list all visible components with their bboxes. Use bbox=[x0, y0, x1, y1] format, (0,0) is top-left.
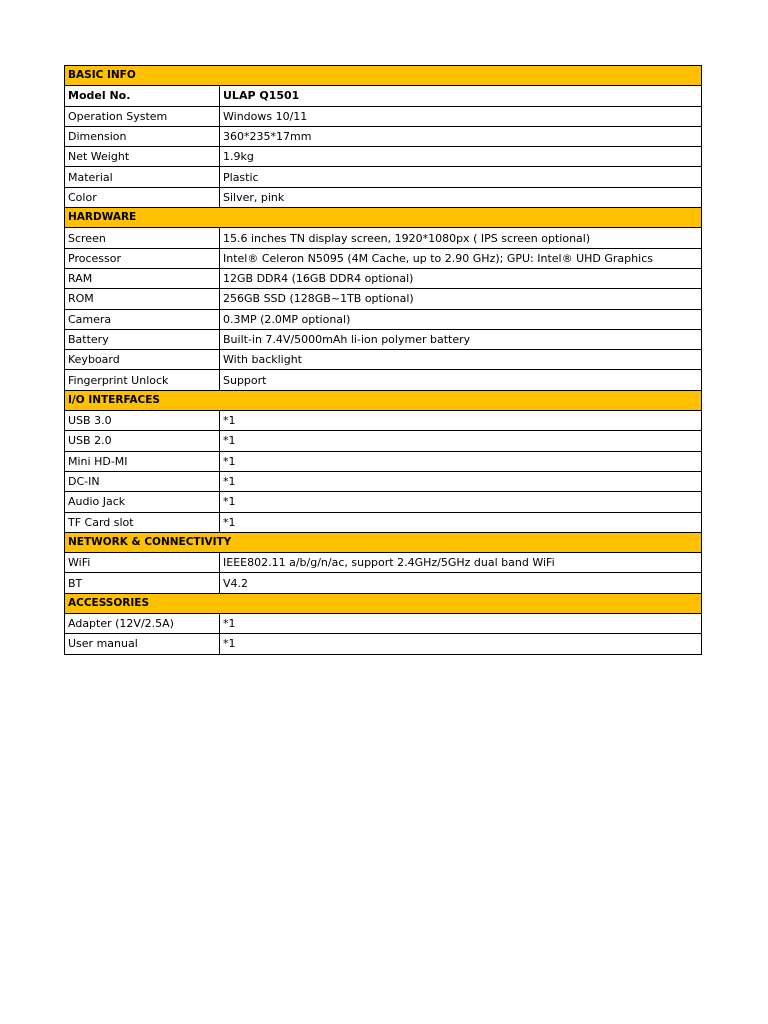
spec-label: Dimension bbox=[65, 126, 220, 146]
spec-label: Model No. bbox=[65, 86, 220, 106]
spec-label: DC-IN bbox=[65, 471, 220, 491]
spec-label: Operation System bbox=[65, 106, 220, 126]
table-row bbox=[65, 370, 702, 390]
spec-value: *1 bbox=[220, 471, 702, 491]
spec-label: Audio Jack bbox=[65, 492, 220, 512]
table-row bbox=[65, 248, 702, 268]
section-header-row bbox=[65, 66, 702, 86]
spec-value: *1 bbox=[220, 411, 702, 431]
spec-label: Color bbox=[65, 187, 220, 207]
spec-label: ROM bbox=[65, 289, 220, 309]
spec-value: Silver, pink bbox=[220, 187, 702, 207]
section-title: BASIC INFO bbox=[65, 66, 702, 86]
spec-value: Plastic bbox=[220, 167, 702, 187]
table-row bbox=[65, 512, 702, 532]
section-header-row bbox=[65, 593, 702, 613]
spec-value: ULAP Q1501 bbox=[220, 86, 702, 106]
table-row bbox=[65, 309, 702, 329]
table-row bbox=[65, 106, 702, 126]
spec-value: *1 bbox=[220, 492, 702, 512]
spec-label: RAM bbox=[65, 268, 220, 288]
spec-label: Camera bbox=[65, 309, 220, 329]
table-row bbox=[65, 411, 702, 431]
table-row bbox=[65, 147, 702, 167]
section-title: I/O INTERFACES bbox=[65, 390, 702, 410]
spec-value: Support bbox=[220, 370, 702, 390]
spec-value: Intel® Celeron N5095 (4M Cache, up to 2.90 GHz); GPU: Intel® UHD Graphics bbox=[220, 248, 702, 268]
table-row bbox=[65, 86, 702, 106]
spec-value: IEEE802.11 a/b/g/n/ac, support 2.4GHz/5GHz dual band WiFi bbox=[220, 553, 702, 573]
spec-label: TF Card slot bbox=[65, 512, 220, 532]
spec-label: Keyboard bbox=[65, 350, 220, 370]
table-row bbox=[65, 187, 702, 207]
spec-label: USB 3.0 bbox=[65, 411, 220, 431]
table-row bbox=[65, 634, 702, 654]
table-row bbox=[65, 329, 702, 349]
table-row bbox=[65, 451, 702, 471]
table-row bbox=[65, 492, 702, 512]
table-row bbox=[65, 553, 702, 573]
spec-value: 0.3MP (2.0MP optional) bbox=[220, 309, 702, 329]
section-header-row bbox=[65, 208, 702, 228]
spec-label: BT bbox=[65, 573, 220, 593]
spec-value: *1 bbox=[220, 634, 702, 654]
table-row bbox=[65, 268, 702, 288]
section-title: HARDWARE bbox=[65, 208, 702, 228]
table-row bbox=[65, 167, 702, 187]
spec-label: Net Weight bbox=[65, 147, 220, 167]
spec-label: USB 2.0 bbox=[65, 431, 220, 451]
spec-value: Built-in 7.4V/5000mAh li-ion polymer battery bbox=[220, 329, 702, 349]
spec-value: *1 bbox=[220, 431, 702, 451]
section-header-row bbox=[65, 390, 702, 410]
spec-value: With backlight bbox=[220, 350, 702, 370]
spec-value: 12GB DDR4 (16GB DDR4 optional) bbox=[220, 268, 702, 288]
spec-label: WiFi bbox=[65, 553, 220, 573]
spec-label: Material bbox=[65, 167, 220, 187]
spec-label: Adapter (12V/2.5A) bbox=[65, 614, 220, 634]
table-row bbox=[65, 289, 702, 309]
spec-table-body bbox=[65, 66, 702, 655]
spec-value: 360*235*17mm bbox=[220, 126, 702, 146]
table-row bbox=[65, 228, 702, 248]
table-row bbox=[65, 471, 702, 491]
spec-value: 256GB SSD (128GB~1TB optional) bbox=[220, 289, 702, 309]
spec-value: *1 bbox=[220, 512, 702, 532]
spec-label: Battery bbox=[65, 329, 220, 349]
spec-value: *1 bbox=[220, 614, 702, 634]
section-title: NETWORK & CONNECTIVITY bbox=[65, 532, 702, 552]
table-row bbox=[65, 573, 702, 593]
spec-value: Windows 10/11 bbox=[220, 106, 702, 126]
table-row bbox=[65, 126, 702, 146]
spec-value: *1 bbox=[220, 451, 702, 471]
spec-label: User manual bbox=[65, 634, 220, 654]
spec-label: Processor bbox=[65, 248, 220, 268]
table-row bbox=[65, 431, 702, 451]
spec-value: V4.2 bbox=[220, 573, 702, 593]
spec-value: 1.9kg bbox=[220, 147, 702, 167]
spec-value: 15.6 inches TN display screen, 1920*1080px ( IPS screen optional) bbox=[220, 228, 702, 248]
section-header-row bbox=[65, 532, 702, 552]
section-title: ACCESSORIES bbox=[65, 593, 702, 613]
table-row bbox=[65, 614, 702, 634]
spec-label: Mini HD-MI bbox=[65, 451, 220, 471]
spec-label: Fingerprint Unlock bbox=[65, 370, 220, 390]
spec-label: Screen bbox=[65, 228, 220, 248]
table-row bbox=[65, 350, 702, 370]
spec-table bbox=[64, 65, 702, 655]
